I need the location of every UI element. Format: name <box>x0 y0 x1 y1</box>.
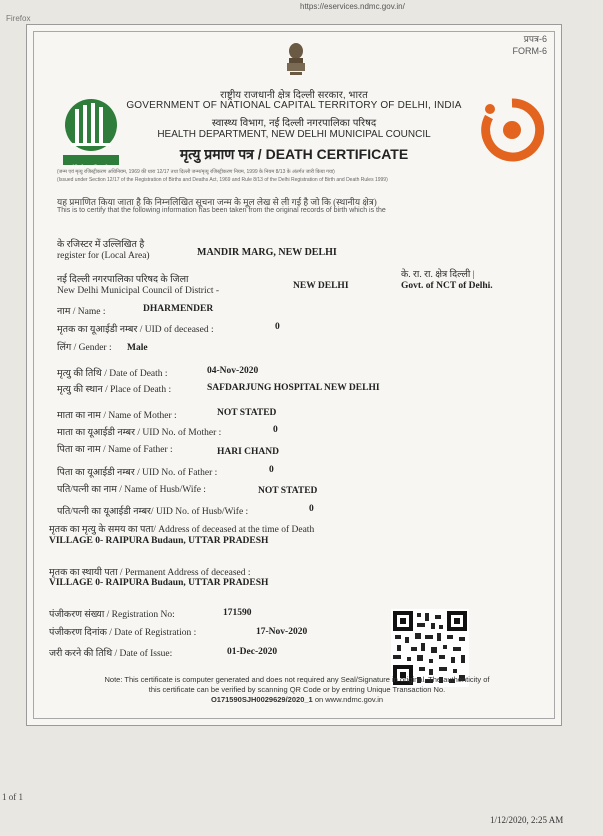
mother-uid-value: 0 <box>273 425 278 435</box>
state-emblem-icon <box>281 41 311 81</box>
note-line-2: this certificate can be verified by scanning QR Code or by entring Unique Transaction No. <box>148 685 446 694</box>
registration-date-label: पंजीकरण दिनांक / Date of Registration : <box>49 628 197 638</box>
gender-label: लिंग / Gender : <box>57 343 112 353</box>
browser-name: Firefox <box>6 14 31 23</box>
form-number <box>513 33 548 57</box>
legal-english: (Issued under Section 12/17 of the Registration of Births and Deaths Act, 1969 and Rule 8/13 of the Delhi Registration of Birth and Death Rules 1999) <box>57 177 388 183</box>
mother-name-label: माता का नाम / Name of Mother : <box>57 411 177 421</box>
registration-no-value: 171590 <box>223 608 252 618</box>
permanent-address-value: VILLAGE 0- RAIPURA Budaun, UTTAR PRADESH <box>49 578 269 588</box>
father-uid-value: 0 <box>269 465 274 475</box>
mother-uid-label: माता का यूआईडी नम्बर / UID No. of Mother : <box>57 428 222 438</box>
name-label: नाम / Name : <box>57 307 106 317</box>
father-name-value: HARI CHAND <box>217 447 280 457</box>
govt-nct-english: Govt. of NCT of Delhi. <box>401 281 493 291</box>
spouse-uid-value: 0 <box>309 504 314 514</box>
date-of-death-label: मृत्यु की तिथि / Date of Death : <box>57 369 168 379</box>
certificate-title: मृत्यु प्रमाण पत्र / DEATH CERTIFICATE <box>179 146 409 162</box>
dept-english: HEALTH DEPARTMENT, NEW DELHI MUNICIPAL COUNCIL <box>157 129 431 140</box>
dept-hindi: स्वास्थ्य विभाग, नई दिल्ली नगरपालिका परिषद <box>211 118 377 129</box>
mother-name-value: NOT STATED <box>217 408 277 418</box>
page-count: 1 of 1 <box>2 792 23 802</box>
father-uid-label: पिता का यूआईडी नम्बर / UID No. of Father : <box>57 468 218 478</box>
certify-hindi: यह प्रमाणित किया जाता है कि निम्नलिखित सूचना जन्म के मूल लेख से ली गई है जो कि (स्थानीय क्षेत्र) <box>57 197 377 207</box>
district-label-hindi: नई दिल्ली नगरपालिका परिषद के जिला <box>57 275 189 285</box>
browser-url: https://eservices.ndmc.gov.in/ <box>300 2 405 11</box>
ndmc-logo-caption: नई दिल्ली नगरपालिका परिषद <box>69 164 113 169</box>
district-value: NEW DELHI <box>293 281 349 291</box>
permanent-address-label: मृतक का स्थायी पता / Permanent Address of deceased : <box>49 568 251 578</box>
govt-nct-hindi: के. रा. रा. क्षेत्र दिल्ली | <box>401 270 475 280</box>
address-label: मृतक का मृत्यु के समय का पता/ Address of deceased at the time of Death <box>49 525 315 535</box>
registration-no-label: पंजीकरण संख्या / Registration No: <box>49 610 175 620</box>
govt-english: GOVERNMENT OF NATIONAL CAPITAL TERRITORY OF DELHI, INDIA <box>126 100 462 111</box>
issue-date-label: जरी करने की तिथि / Date of Issue: <box>49 649 173 659</box>
govt-hindi: राष्ट्रीय राजधानी क्षेत्र दिल्ली सरकार, भारत <box>220 90 368 101</box>
verification-note <box>47 675 547 705</box>
register-label-hindi: के रजिस्टर में उल्लिखित है <box>57 240 145 250</box>
legal-hindi: (जन्म एवं मृत्यु रजिस्ट्रीकरण अधिनियम, 1969 की धारा 12/17 तथा दिल्ली जन्म/मृत्यु रजिस्ट्रीकरण नियम, 1999 के नियम 8/13 के अंतर्गत जारी किया गया) <box>57 169 335 175</box>
issue-date-value: 01-Dec-2020 <box>227 647 278 657</box>
address-value: VILLAGE 0- RAIPURA Budaun, UTTAR PRADESH <box>49 536 269 546</box>
registration-date-value: 17-Nov-2020 <box>256 627 308 637</box>
transaction-number: O171590SJH0029629/2020_1 <box>210 695 313 704</box>
uid-value: 0 <box>275 322 280 332</box>
spouse-uid-label: पति/पत्नी का यूआईडी नम्बर/ UID No. of Husb/Wife : <box>57 507 249 517</box>
date-of-death-value: 04-Nov-2020 <box>207 366 259 376</box>
place-of-death-label: मृत्यु की स्थान / Place of Death : <box>57 385 172 395</box>
register-value: MANDIR MARG, NEW DELHI <box>197 247 337 258</box>
spouse-name-label: पति/पत्नी का नाम / Name of Husb/Wife : <box>57 485 206 495</box>
form-number-english: FORM-6 <box>512 46 547 56</box>
form-number-hindi: प्रपत्र-6 <box>523 34 547 44</box>
note-line-3 <box>47 695 547 705</box>
death-certificate <box>26 24 562 726</box>
place-of-death-value: SAFDARJUNG HOSPITAL NEW DELHI <box>207 383 380 393</box>
verification-site: on www.ndmc.gov.in <box>314 695 384 704</box>
print-timestamp: 1/12/2020, 2:25 AM <box>490 815 564 825</box>
note-line-1: Note: This certificate is computer generated and does not required any Seal/Signature in original. The authenticity of <box>104 675 490 684</box>
uid-label: मृतक का यूआईडी नम्बर / UID of deceased : <box>57 325 214 335</box>
certify-english: This is to certify that the following information has been taken from the original records of birth which is the <box>57 207 386 214</box>
father-name-label: पिता का नाम / Name of Father : <box>57 445 173 455</box>
register-label-english: register for (Local Area) <box>57 251 150 261</box>
name-value: DHARMENDER <box>143 304 214 314</box>
district-label-english: New Delhi Municipal Council of District - <box>57 286 219 296</box>
gender-value: Male <box>127 343 148 353</box>
spouse-name-value: NOT STATED <box>258 486 318 496</box>
